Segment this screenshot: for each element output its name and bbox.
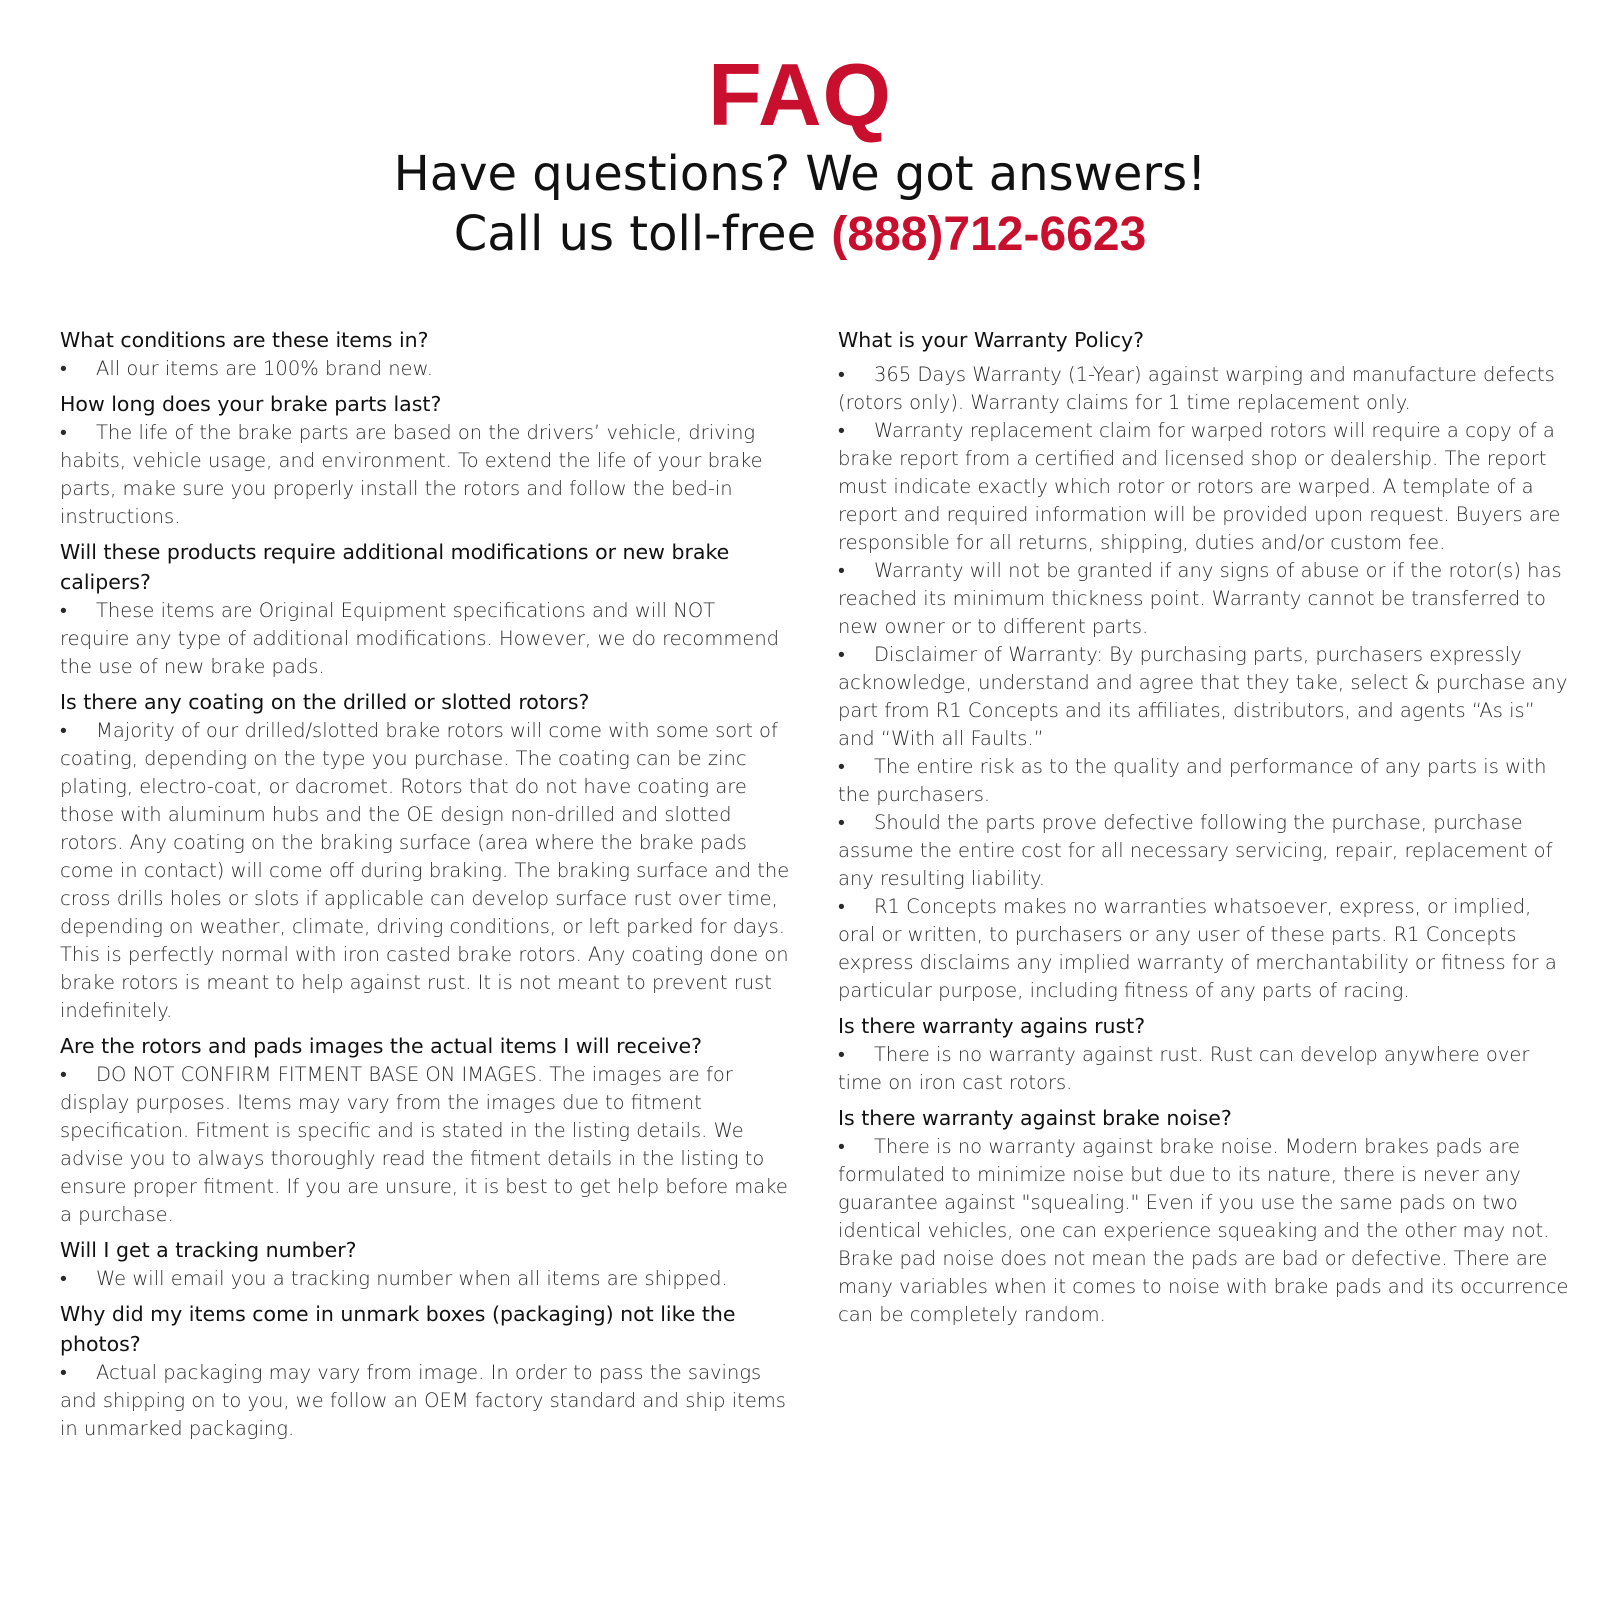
tagline: Have questions? We got answers! (393, 146, 1207, 202)
answer-text: Warranty will not be granted if any signs of abuse or if the rotor(s) has reached its minimum thickness point. Warranty cannot be transferred to new owner or to different parts. (838, 559, 1562, 638)
faq-answer (60, 597, 790, 681)
call-line (0, 204, 1600, 265)
faq-answer (838, 417, 1573, 557)
faq-item (60, 687, 790, 1025)
answer-text: 365 Days Warranty (1-Year) against warping and manufacture defects (rotors only). Warranty claims for 1 time replacement only. (838, 363, 1555, 414)
bullet-icon: • (838, 811, 845, 834)
faq-answer (838, 893, 1573, 1005)
bullet-icon: • (60, 719, 67, 742)
answer-text: The entire risk as to the quality and performance of any parts is with the purchasers. (838, 755, 1547, 806)
faq-answer (60, 355, 790, 383)
bullet-icon: • (838, 1135, 845, 1158)
faq-answer (838, 641, 1573, 753)
answer-text: Majority of our drilled/slotted brake rotors will come with some sort of coating, depending on the type you purchase. The coating can be zinc plating, electro-coat, or dacromet. Rotors that do not have coating are those with aluminum hubs and the OE design non-drilled and slotted rotors. Any coating on the braking surface (area where the brake pads come in contact) will come off during braking. The braking surface and the cross drills holes or slots if applicable can develop surface rust over time, depending on weather, climate, driving conditions, or left parked for days. This is perfectly normal with iron casted brake rotors. Any coating done on brake rotors is meant to help against rust. It is not meant to prevent rust indefinitely. (60, 719, 790, 1022)
faq-answer (60, 1061, 790, 1229)
page-header (0, 45, 1600, 265)
answer-text: These items are Original Equipment specifications and will NOT require any type of additional modifications. However, we do recommend the use of new brake pads. (60, 599, 780, 678)
faq-item (60, 537, 790, 681)
bullet-icon: • (60, 421, 67, 444)
bullet-icon: • (60, 357, 67, 380)
faq-question: Is there warranty against brake noise? (838, 1106, 1232, 1130)
faq-answer (60, 717, 790, 1025)
faq-answer (838, 1133, 1573, 1329)
answer-text: DO NOT CONFIRM FITMENT BASE ON IMAGES. The images are for display purposes. Items may vary from the images due to fitment specification. Fitment is specific and is stated in the listing details. We advise you to always thoroughly read the fitment details in the listing to ensure proper fitment. If you are unsure, it is best to get help before make a purchase. (60, 1063, 788, 1226)
faq-answer (838, 361, 1573, 417)
faq-item (838, 1011, 1573, 1097)
answer-text: Actual packaging may vary from image. In order to pass the savings and shipping on to you, we follow an OEM factory standard and ship items in unmarked packaging. (60, 1361, 786, 1440)
answer-text: R1 Concepts makes no warranties whatsoever, express, or implied, oral or written, to purchasers or any user of these parts. R1 Concepts express disclaims any implied warranty of merchantability or fitness for a particular purpose, including fitness of any parts of racing. (838, 895, 1557, 1002)
faq-answer (838, 1041, 1573, 1097)
bullet-icon: • (838, 895, 845, 918)
bullet-icon: • (838, 363, 845, 386)
answer-text: We will email you a tracking number when all items are shipped. (96, 1267, 728, 1290)
faq-question: How long does your brake parts last? (60, 392, 442, 416)
phone-number-link[interactable]: (888)712-6623 (831, 208, 1147, 261)
faq-question: What conditions are these items in? (60, 328, 429, 352)
bullet-icon: • (60, 1267, 67, 1290)
bullet-icon: • (838, 755, 845, 778)
faq-column-left (60, 325, 790, 1449)
faq-item (838, 1103, 1573, 1329)
bullet-icon: • (838, 1043, 845, 1066)
faq-question: Is there warranty agains rust? (838, 1014, 1146, 1038)
faq-item (60, 1299, 790, 1443)
bullet-icon: • (60, 1361, 67, 1384)
answer-text: Warranty replacement claim for warped rotors will require a copy of a brake report from a certified and licensed shop or dealership. The report must indicate exactly which rotor or rotors are warped. A template of a report and required information will be provided upon request. Buyers are responsible for all returns, shipping, duties and/or custom fee. (838, 419, 1561, 554)
answer-text: Should the parts prove defective following the purchase, purchase assume the entire cost for all necessary servicing, repair, replacement of any resulting liability. (838, 811, 1553, 890)
faq-answer (60, 419, 790, 531)
bullet-icon: • (60, 599, 67, 622)
bullet-icon: • (60, 1063, 67, 1086)
faq-item (60, 1235, 790, 1293)
faq-title: FAQ (708, 45, 892, 144)
faq-item (60, 389, 790, 531)
answer-text: The life of the brake parts are based on the drivers’ vehicle, driving habits, vehicle usage, and environment. To extend the life of your brake parts, make sure you properly install the rotors and follow the bed-in instructions. (60, 421, 763, 528)
faq-answer (838, 753, 1573, 809)
faq-question: Is there any coating on the drilled or slotted rotors? (60, 690, 590, 714)
answer-text: There is no warranty against rust. Rust can develop anywhere over time on iron cast rotors. (838, 1043, 1530, 1094)
answer-text: All our items are 100% brand new. (96, 357, 433, 380)
answer-text: Disclaimer of Warranty: By purchasing parts, purchasers expressly acknowledge, understand and agree that they take, select & purchase any part from R1 Concepts and its affiliates, distributors, and agents “As is” and “With all Faults.” (838, 643, 1568, 750)
bullet-icon: • (838, 643, 845, 666)
faq-item (838, 325, 1573, 1005)
faq-question: Why did my items come in unmark boxes (packaging) not like the photos? (60, 1302, 736, 1356)
faq-item (60, 325, 790, 383)
faq-question: Will these products require additional modifications or new brake calipers? (60, 540, 730, 594)
faq-answer (838, 557, 1573, 641)
faq-question: Are the rotors and pads images the actual items I will receive? (60, 1034, 702, 1058)
faq-answer (60, 1265, 790, 1293)
faq-column-right (838, 325, 1573, 1335)
faq-item (60, 1031, 790, 1229)
faq-question: Will I get a tracking number? (60, 1238, 357, 1262)
answer-text: There is no warranty against brake noise. Modern brakes pads are formulated to minimize noise but due to its nature, there is never any guarantee against "squealing." Even if you use the same pads on two identical vehicles, one can experience squeaking and the other may not. Brake pad noise does not mean the pads are bad or defective. There are many variables when it comes to noise with brake pads and its occurrence can be completely random. (838, 1135, 1569, 1326)
faq-answer (60, 1359, 790, 1443)
faq-question: What is your Warranty Policy? (838, 328, 1144, 352)
call-prefix: Call us toll-free (453, 206, 832, 262)
bullet-icon: • (838, 559, 845, 582)
faq-answer (838, 809, 1573, 893)
bullet-icon: • (838, 419, 845, 442)
